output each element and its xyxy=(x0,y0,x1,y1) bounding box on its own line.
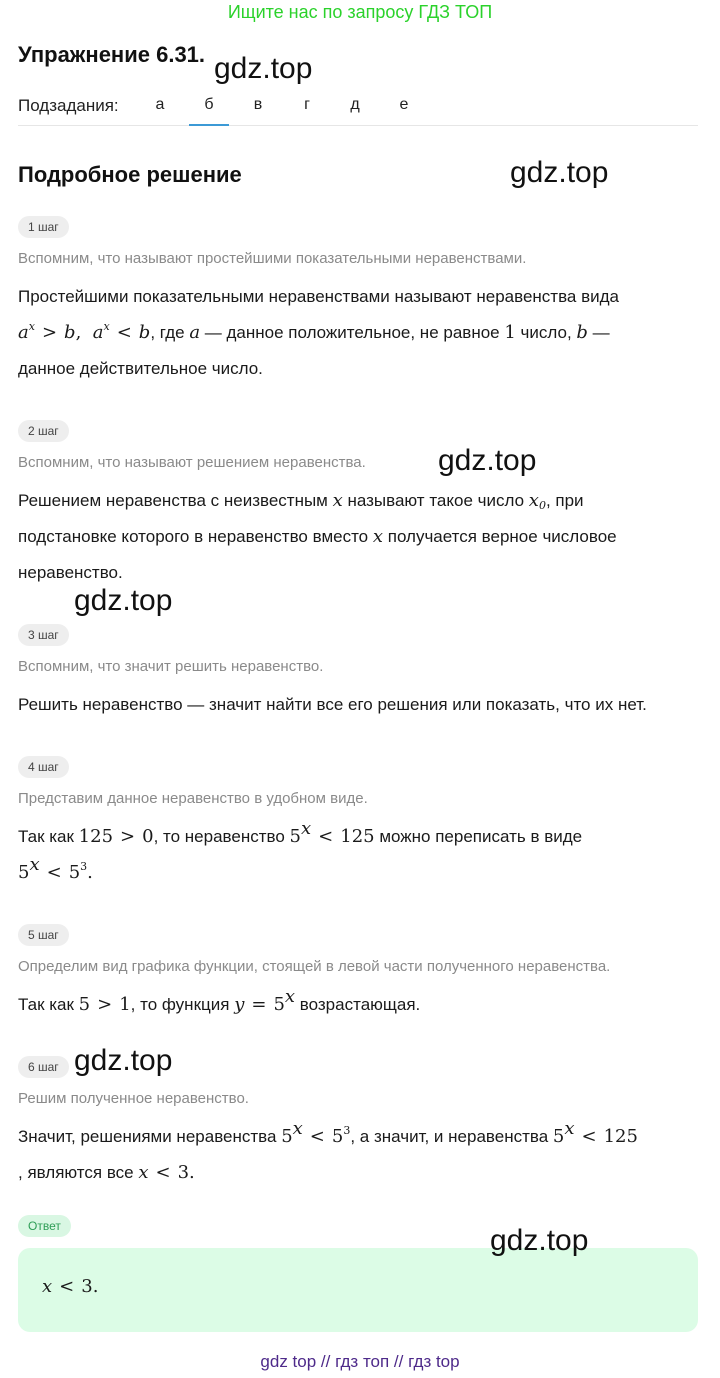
step-hint: Вспомним, что называют решением неравенства. xyxy=(18,454,366,471)
step-badge: 5 шаг xyxy=(18,924,69,946)
tab-b[interactable]: б xyxy=(189,96,229,126)
section-title: Подробное решение xyxy=(18,162,242,187)
watermark: gdz.top xyxy=(438,444,537,477)
step-text: Простейшими показательными неравенствами называют неравенства вида $a^x > b$, $a^x < b$, где a — данное положительное, не равное 1 число, b — данное действительное число. xyxy=(18,287,620,378)
exercise-title: Упражнение 6.31. xyxy=(18,42,206,67)
tab-v[interactable]: в xyxy=(253,96,263,113)
step-hint: Представим данное неравенство в удобном виде. xyxy=(18,790,368,807)
step-4 xyxy=(18,756,708,891)
step-hint: Вспомним, что называют простейшими показательными неравенствами. xyxy=(18,250,527,267)
step-badge: 1 шаг xyxy=(18,216,69,238)
step-text: Значит, решениями неравенства $5^x < 5^3$, а значит, и неравенства $5^x < 125$ , являются все x < 3. xyxy=(18,1118,638,1183)
watermark: gdz.top xyxy=(214,52,313,85)
answer-badge: Ответ xyxy=(18,1215,71,1237)
step-badge: 2 шаг xyxy=(18,420,69,442)
step-text: Так как 5 > 1, то функция $y = 5^x$ возрастающая. xyxy=(18,986,421,1015)
step-hint: Вспомним, что значит решить неравенство. xyxy=(18,658,324,675)
step-badge: 6 шаг xyxy=(18,1056,69,1078)
answer-text: x < 3. xyxy=(42,1276,99,1297)
step-2 xyxy=(18,420,708,591)
step-text: Так как 125 > 0, то неравенство $5^x < 125$ можно переписать в виде $5^x < 5^3$. xyxy=(18,818,583,883)
step-text: Решить неравенство — значит найти все его решения или показать, что их нет. xyxy=(18,695,647,714)
subtasks-bar xyxy=(18,92,698,126)
answer-box xyxy=(18,1248,698,1332)
tab-g[interactable]: г xyxy=(304,96,310,113)
tab-d[interactable]: д xyxy=(350,96,360,113)
tab-a[interactable]: а xyxy=(155,96,165,113)
watermark: gdz.top xyxy=(510,156,609,189)
footer-links: gdz top // гдз топ // гдз top xyxy=(260,1352,460,1371)
subtasks-label: Подзадания: xyxy=(18,96,119,115)
step-1 xyxy=(18,216,708,387)
step-5 xyxy=(18,924,708,1023)
step-badge: 4 шаг xyxy=(18,756,69,778)
tab-e[interactable]: е xyxy=(399,96,409,113)
search-banner: Ищите нас по запросу ГДЗ ТОП xyxy=(227,2,493,22)
step-3 xyxy=(18,624,708,723)
watermark: gdz.top xyxy=(490,1224,589,1257)
step-badge: 3 шаг xyxy=(18,624,69,646)
watermark: gdz.top xyxy=(74,584,173,617)
step-hint: Решим полученное неравенство. xyxy=(18,1090,249,1107)
watermark: gdz.top xyxy=(74,1044,173,1077)
step-text: Решением неравенства с неизвестным x называют такое число $x_0$, при подстановке которого в неравенство вместо x получается верное числовое неравенство. xyxy=(18,490,617,582)
step-hint: Определим вид графика функции, стоящей в левой части полученного неравенства. xyxy=(18,958,611,975)
